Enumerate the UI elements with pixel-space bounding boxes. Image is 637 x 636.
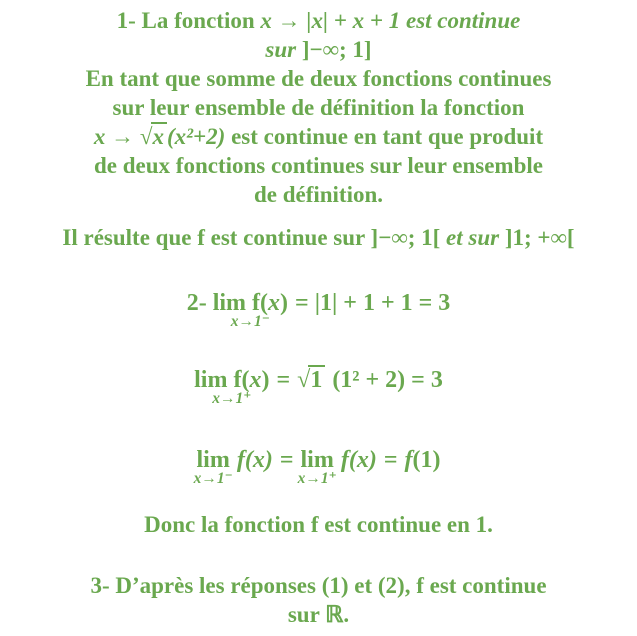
lim-word: lim: [196, 447, 230, 473]
close-paren: ): [261, 367, 270, 393]
lim-subscript-left: x→1⁻: [230, 313, 270, 330]
equals-sign-1: =: [279, 447, 294, 473]
radical-sign: √: [139, 124, 151, 149]
sur-word: sur: [265, 37, 302, 62]
part2-label: 2-: [186, 290, 213, 316]
part3-line1: 3- D’après les réponses (1) et (2), f est continue: [90, 573, 547, 598]
equals-sign: =: [276, 367, 291, 393]
part1-line7: de définition.: [253, 182, 384, 207]
fx-term-1: f(x): [236, 447, 273, 473]
part1-line1-label: 1- La fonction: [116, 8, 261, 33]
limit-right-rhs: (1² + 2) = 3: [332, 367, 443, 393]
lim-stack-left: [212, 288, 289, 330]
math-prefix: x →: [93, 124, 140, 149]
et-sur-word: et sur: [440, 225, 505, 250]
radical-argument: 1: [308, 365, 325, 392]
part2-conclusion: Donc la fonction f est continue en 1.: [144, 512, 493, 537]
radical-sign: √: [297, 367, 309, 393]
part1-line1-math: x → |x| + x + 1 est continue: [260, 8, 521, 33]
limit-left-rhs: = |1| + 1 + 1 = 3: [295, 290, 451, 316]
limit-equality-formula: [0, 445, 637, 487]
sur-word: sur: [287, 602, 326, 627]
fx-term-2: f(x): [340, 447, 377, 473]
equals-sign-2: =: [383, 447, 398, 473]
part1-line1: [0, 6, 637, 35]
lim-subscript-right: x→1⁺: [212, 390, 252, 407]
lim-stack-right: [194, 365, 270, 407]
interval-1-plus-inf: ]1; +∞[: [504, 225, 575, 250]
real-numbers-symbol: ℝ.: [325, 602, 350, 627]
part1-line5: [0, 122, 637, 151]
f-of-1-arg: (1): [412, 447, 441, 473]
f-open: f(: [252, 290, 269, 316]
interval-minus-inf-1: ]−∞; 1]: [301, 37, 372, 62]
x-var: x: [268, 290, 281, 316]
part3-line2: [0, 600, 637, 629]
part1-line8-text: Il résulte que f est continue sur ]−∞; 1[: [62, 225, 441, 250]
f-open: f(: [233, 367, 250, 393]
lim-word: lim: [300, 447, 334, 473]
part1-line6: de deux fonctions continues sur leur ensemble: [94, 153, 543, 178]
lim-subscript-2: x→1⁺: [297, 470, 337, 487]
limit-right-formula: [0, 365, 637, 407]
lim-word: lim: [212, 290, 253, 316]
close-paren: ): [280, 290, 289, 316]
part1-line5-text: est continue en tant que produit: [225, 124, 544, 149]
lim-word: lim: [194, 367, 234, 393]
part1-line3: En tant que somme de deux fonctions continues: [85, 66, 552, 91]
math-suffix: (x²+2): [167, 124, 226, 149]
lim-subscript-1: x→1⁻: [193, 470, 233, 487]
lim-stack-2: [297, 445, 337, 487]
f-var: f: [404, 447, 413, 473]
part1-line4: sur leur ensemble de définition la fonction: [112, 95, 525, 120]
limit-left-formula: [0, 288, 637, 330]
part1-line8: [0, 223, 637, 252]
lim-stack-1: [193, 445, 233, 487]
radical-argument: x: [151, 122, 168, 148]
part1-line2: [0, 35, 637, 64]
x-var: x: [249, 367, 262, 393]
